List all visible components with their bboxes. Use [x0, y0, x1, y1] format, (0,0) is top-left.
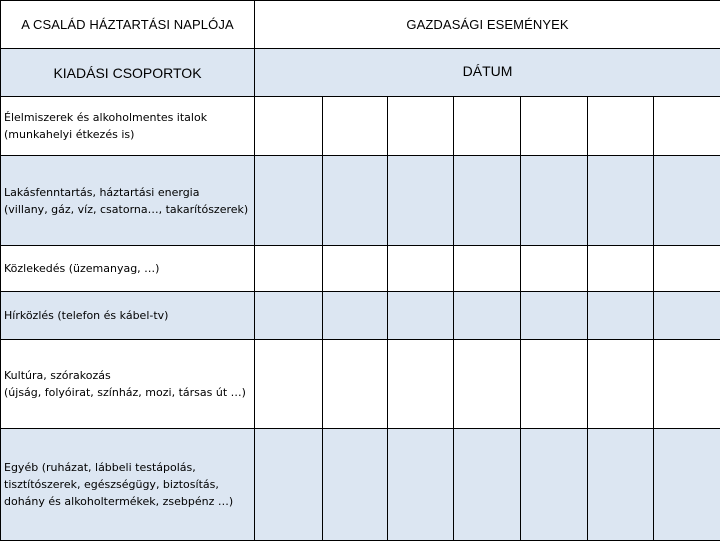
- entry-cell[interactable]: [255, 292, 323, 340]
- entry-cell[interactable]: [654, 97, 720, 156]
- entry-cell[interactable]: [588, 340, 654, 429]
- entry-cell[interactable]: [323, 292, 388, 340]
- category-line: Közlekedés (üzemanyag, …): [4, 260, 254, 277]
- category-line: Egyéb (ruházat, lábbeli testápolás,: [4, 459, 254, 476]
- category-line: Élelmiszerek és alkoholmentes italok: [4, 109, 254, 126]
- entry-cell[interactable]: [654, 246, 720, 292]
- group-header-row: [1, 49, 720, 97]
- table-row: [1, 429, 720, 541]
- category-line: (újság, folyóirat, színház, mozi, társas út …): [4, 384, 254, 401]
- entry-cell[interactable]: [454, 97, 521, 156]
- entry-cell[interactable]: [454, 292, 521, 340]
- date-header: DÁTUM: [255, 49, 720, 97]
- log-title: A CSALÁD HÁZTARTÁSI NAPLÓJA: [1, 1, 255, 49]
- entry-cell[interactable]: [323, 156, 388, 246]
- category-line: Hírközlés (telefon és kábel-tv): [4, 307, 254, 324]
- category-line: (munkahelyi étkezés is): [4, 126, 254, 143]
- entry-cell[interactable]: [588, 97, 654, 156]
- entry-cell[interactable]: [388, 429, 454, 541]
- expense-groups-header: KIADÁSI CSOPORTOK: [1, 49, 255, 97]
- category-culture: [1, 340, 255, 429]
- entry-cell[interactable]: [588, 246, 654, 292]
- entry-cell[interactable]: [255, 246, 323, 292]
- entry-cell[interactable]: [588, 292, 654, 340]
- entry-cell[interactable]: [521, 340, 588, 429]
- category-telecom: [1, 292, 255, 340]
- entry-cell[interactable]: [388, 340, 454, 429]
- entry-cell[interactable]: [521, 156, 588, 246]
- entry-cell[interactable]: [454, 246, 521, 292]
- entry-cell[interactable]: [588, 156, 654, 246]
- entry-cell[interactable]: [521, 429, 588, 541]
- entry-cell[interactable]: [654, 340, 720, 429]
- entry-cell[interactable]: [454, 156, 521, 246]
- table-row: [1, 97, 720, 156]
- entry-cell[interactable]: [521, 292, 588, 340]
- category-line: (villany, gáz, víz, csatorna…, takarítószerek): [4, 201, 254, 218]
- entry-cell[interactable]: [654, 292, 720, 340]
- category-line: Kultúra, szórakozás: [4, 367, 254, 384]
- entry-cell[interactable]: [388, 292, 454, 340]
- entry-cell[interactable]: [454, 429, 521, 541]
- table-row: [1, 156, 720, 246]
- entry-cell[interactable]: [323, 97, 388, 156]
- title-row: [1, 1, 720, 49]
- table-row: [1, 246, 720, 292]
- category-line: tisztítószerek, egészségügy, biztosítás,: [4, 476, 254, 493]
- entry-cell[interactable]: [454, 340, 521, 429]
- table-row: [1, 340, 720, 429]
- entry-cell[interactable]: [654, 429, 720, 541]
- entry-cell[interactable]: [521, 246, 588, 292]
- table-row: [1, 292, 720, 340]
- entry-cell[interactable]: [654, 156, 720, 246]
- category-line: dohány és alkoholtermékek, zsebpénz …): [4, 493, 254, 510]
- economic-events-header: GAZDASÁGI ESEMÉNYEK: [255, 1, 720, 49]
- entry-cell[interactable]: [588, 429, 654, 541]
- entry-cell[interactable]: [323, 429, 388, 541]
- entry-cell[interactable]: [255, 156, 323, 246]
- category-transport: [1, 246, 255, 292]
- entry-cell[interactable]: [323, 246, 388, 292]
- entry-cell[interactable]: [521, 97, 588, 156]
- entry-cell[interactable]: [388, 156, 454, 246]
- entry-cell[interactable]: [388, 97, 454, 156]
- category-housing: [1, 156, 255, 246]
- entry-cell[interactable]: [388, 246, 454, 292]
- entry-cell[interactable]: [255, 340, 323, 429]
- category-food: [1, 97, 255, 156]
- entry-cell[interactable]: [323, 340, 388, 429]
- category-line: Lakásfenntartás, háztartási energia: [4, 184, 254, 201]
- category-other: [1, 429, 255, 541]
- entry-cell[interactable]: [255, 97, 323, 156]
- entry-cell[interactable]: [255, 429, 323, 541]
